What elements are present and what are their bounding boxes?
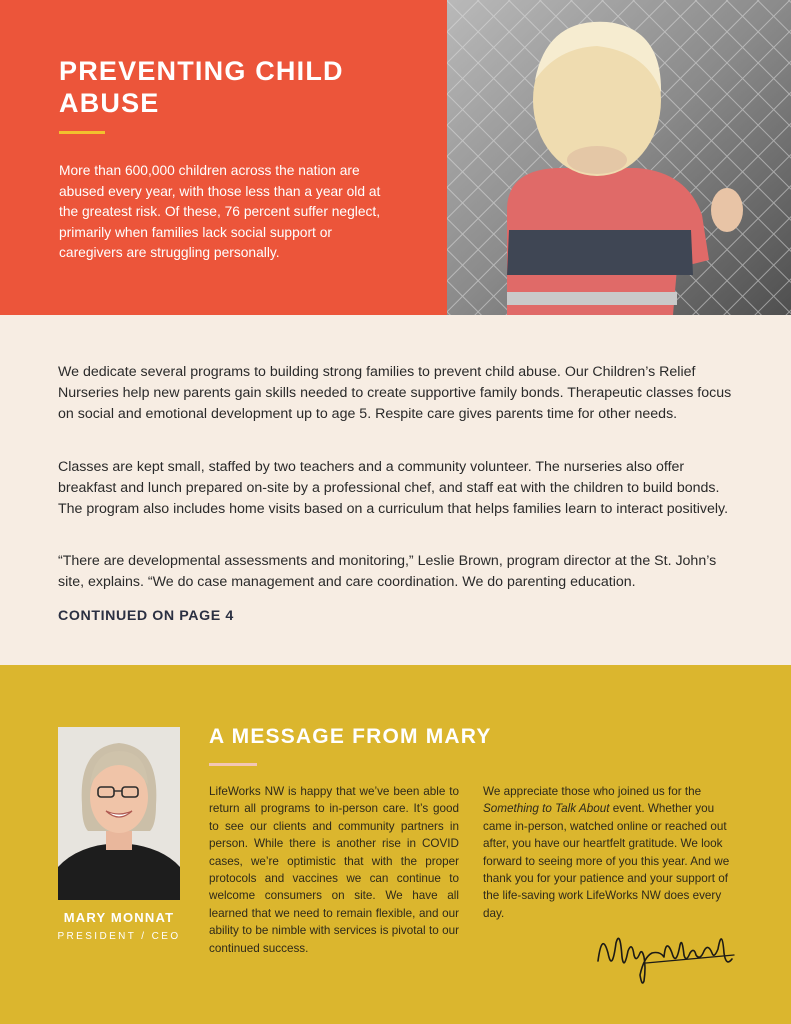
hero-section <box>0 0 791 315</box>
article-paragraph: “There are developmental assessments and monitoring,” Leslie Brown, program director at the St. John’s site, explains. “We do case management and care coordination. We do parenting education. <box>58 553 717 591</box>
message-col2-text: event. Whether you came in-person, watched online or reached out after, you have our heartfelt gratitude. We look forward to seeing more of you this year. And we thank you for your patience and your support of the life-saving work LifeWorks NW does every day. <box>483 802 730 920</box>
page-title: PREVENTING CHILD ABUSE <box>59 56 344 118</box>
message-col2-text: We appreciate those who joined us for the <box>483 785 702 798</box>
article-paragraph: We dedicate several programs to building strong families to prevent child abuse. Our Children’s Relief Nurseries help new parents gain skills needed to create supportive family bonds. Therapeutic classes focus on social and emotional development up to age 5. Respite care gives parents time for other needs. <box>58 364 732 423</box>
hero-photo <box>447 0 791 315</box>
message-section <box>0 665 791 1024</box>
mary-portrait <box>58 727 180 900</box>
mary-role: PRESIDENT / CEO <box>57 931 181 942</box>
message-title-underline <box>209 763 257 766</box>
mary-name: MARY MONNAT <box>63 910 175 925</box>
article-paragraph: Classes are kept small, staffed by two teachers and a community volunteer. The nurseries also offer breakfast and lunch prepared on-site by a professional chef, and staff eat with the children to build bonds. The program also includes home visits based on a curriculum that helps families learn to interact positively. <box>58 459 729 518</box>
hero-intro-text: More than 600,000 children across the nation are abused every year, with those less than a year old at the greatest risk. Of these, 76 percent suffer neglect, primarily when families lack social support or caregivers are struggling personally. <box>59 163 381 261</box>
event-name: Something to Talk About <box>483 802 610 816</box>
message-column-1: LifeWorks NW is happy that we’ve been able to return all programs to in-person care. It’s good to see our clients and community partners in person. While there is another rise in COVID cases, we’re optimistic that with the proper protocols and vaccines we can continue to welcome consumers on site. We have all learned that we need to remain flexible, and our ability to be nimble with services is pivotal to our continued success. <box>209 785 459 955</box>
signature <box>594 923 736 989</box>
article-section <box>0 315 791 665</box>
continued-link[interactable]: CONTINUED ON PAGE 4 <box>58 608 234 624</box>
message-title: A MESSAGE FROM MARY <box>209 725 492 748</box>
hero-panel <box>0 0 447 315</box>
title-underline <box>59 131 105 134</box>
message-column-2 <box>483 783 734 922</box>
